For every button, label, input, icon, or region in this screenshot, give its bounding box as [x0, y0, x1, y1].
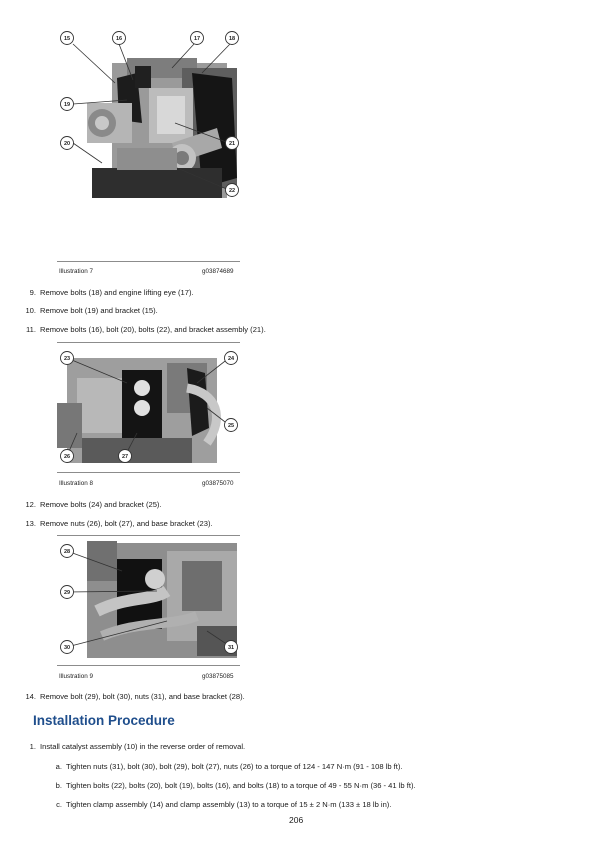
step-9 — [16, 288, 194, 298]
install-substep-c — [50, 800, 391, 810]
substep-letter: b. — [55, 781, 62, 790]
step-number: 9. — [29, 288, 36, 297]
engine-drawing — [87, 58, 237, 198]
step-text: Remove bolts (16), bolt (20), bolts (22), and bracket assembly (21). — [40, 325, 266, 334]
step-number: 11. — [26, 325, 36, 334]
callout-20: 20 — [63, 141, 71, 147]
callout-30: 30 — [63, 645, 71, 651]
step-text: Remove bolt (29), bolt (30), nuts (31), and base bracket (28). — [40, 692, 245, 701]
engine-drawing — [87, 541, 237, 658]
illustration-7-caption: Illustration 7 — [59, 268, 93, 275]
illustration-8-code: g03875070 — [202, 480, 234, 487]
callout-27: 27 — [121, 454, 129, 460]
illustration-7-image — [57, 28, 247, 200]
illustration-9-image — [57, 541, 240, 659]
step-number: 12. — [25, 500, 36, 509]
illustration-9-code: g03875085 — [202, 673, 234, 680]
illustration-8-image — [57, 348, 240, 466]
callout-19: 19 — [63, 102, 71, 108]
install-substep-a — [50, 762, 403, 772]
callout-15: 15 — [63, 36, 71, 42]
step-number: 1. — [29, 742, 36, 751]
page-number: 206 — [289, 815, 304, 825]
step-text: Remove bolts (24) and bracket (25). — [40, 500, 162, 509]
callout-22: 22 — [228, 188, 236, 194]
illustration-9-caption: Illustration 9 — [59, 673, 93, 680]
illustration-7-rule — [57, 261, 240, 262]
callout-17: 17 — [193, 36, 201, 42]
callout-21: 21 — [228, 141, 236, 147]
callout-26: 26 — [63, 454, 71, 460]
step-text: Remove bolts (18) and engine lifting eye (17). — [40, 288, 194, 297]
illustration-8-top-rule — [57, 342, 240, 343]
callout-28: 28 — [63, 549, 71, 555]
callout-25: 25 — [227, 423, 235, 429]
step-14 — [16, 692, 245, 702]
install-substep-b — [50, 781, 416, 791]
section-heading-installation: Installation Procedure — [33, 713, 175, 728]
step-number: 14. — [25, 692, 36, 701]
substep-text: Tighten bolts (22), bolts (20), bolt (19), bolts (16), and bolts (18) to a torque of 49 - 55 N·m (36 - 41 lb ft). — [66, 781, 416, 790]
step-text: Remove bolt (19) and bracket (15). — [40, 306, 158, 315]
step-13 — [16, 519, 213, 529]
install-step-1 — [16, 742, 245, 752]
illustration-9-top-rule — [57, 535, 240, 536]
callout-29: 29 — [63, 590, 71, 596]
callout-16: 16 — [115, 36, 123, 42]
callout-24: 24 — [227, 356, 235, 362]
substep-letter: a. — [55, 762, 62, 771]
illustration-9-rule — [57, 665, 240, 666]
step-11 — [16, 325, 266, 335]
step-text: Remove nuts (26), bolt (27), and base bracket (23). — [40, 519, 213, 528]
callout-31: 31 — [227, 645, 235, 651]
step-10 — [16, 306, 158, 316]
step-number: 13. — [25, 519, 36, 528]
step-number: 10. — [25, 306, 36, 315]
illustration-7-code: g03874689 — [202, 268, 234, 275]
substep-text: Tighten clamp assembly (14) and clamp assembly (13) to a torque of 15 ± 2 N·m (133 ± 18 lb in). — [66, 800, 392, 809]
step-text: Install catalyst assembly (10) in the reverse order of removal. — [40, 742, 246, 751]
substep-letter: c. — [56, 800, 62, 809]
substep-text: Tighten nuts (31), bolt (30), bolt (29), bolt (27), nuts (26) to a torque of 124 - 147 N·m (91 - 108 lb ft). — [66, 762, 403, 771]
step-12 — [16, 500, 162, 510]
illustration-8-rule — [57, 472, 240, 473]
callout-18: 18 — [228, 36, 236, 42]
callout-23: 23 — [63, 356, 71, 362]
illustration-8-caption: Illustration 8 — [59, 480, 93, 487]
